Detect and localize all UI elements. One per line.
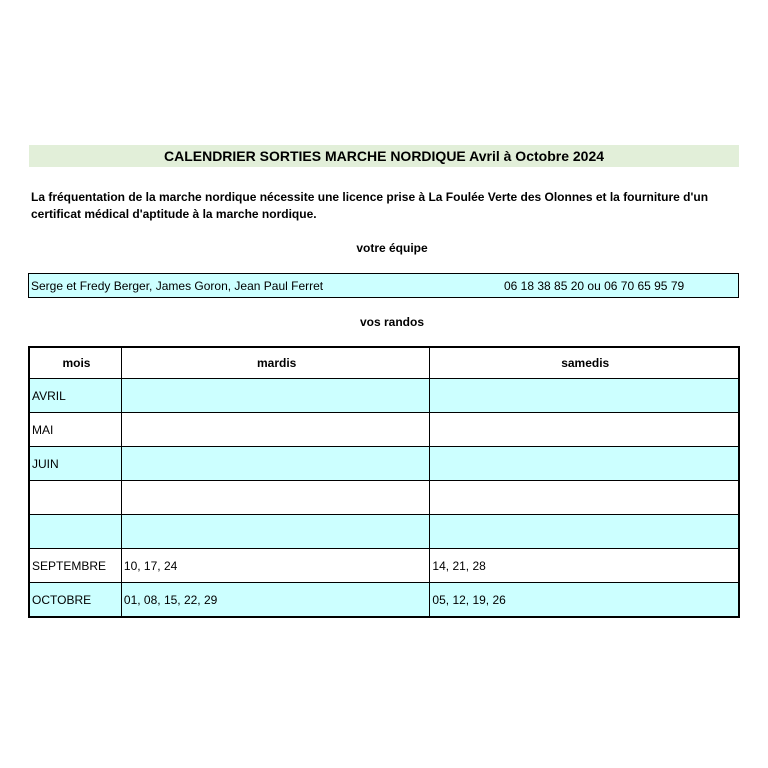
team-names: Serge et Fredy Berger, James Goron, Jean Paul Ferret [31, 279, 324, 293]
cell-samedis [430, 379, 739, 413]
cell-mardis [121, 413, 430, 447]
randos-label: vos randos [359, 315, 425, 329]
table-row [29, 379, 739, 413]
cell-mardis [121, 379, 430, 413]
team-phones: 06 18 38 85 20 ou 06 70 65 95 79 [504, 279, 685, 293]
cell-samedis [430, 515, 739, 549]
calendar-table [28, 346, 740, 618]
cell-mardis: 10, 17, 24 [121, 549, 430, 583]
cell-mois: MAI [29, 413, 121, 447]
cell-samedis: 05, 12, 19, 26 [430, 583, 739, 618]
page-title: CALENDRIER SORTIES MARCHE NORDIQUE Avril à Octobre 2024 [29, 145, 739, 167]
table-row [29, 447, 739, 481]
cell-mois: AVRIL [29, 379, 121, 413]
cell-samedis [430, 481, 739, 515]
table-row [29, 583, 739, 618]
cell-mardis: 01, 08, 15, 22, 29 [121, 583, 430, 618]
table-row [29, 515, 739, 549]
table-row [29, 481, 739, 515]
table-row [29, 549, 739, 583]
cell-mois: OCTOBRE [29, 583, 121, 618]
cell-mardis [121, 447, 430, 481]
cell-mois: JUIN [29, 447, 121, 481]
cell-mois: SEPTEMBRE [29, 549, 121, 583]
cell-mardis [121, 481, 430, 515]
table-row [29, 413, 739, 447]
header-mardis: mardis [121, 347, 430, 379]
intro-text: La fréquentation de la marche nordique nécessite une licence prise à La Foulée Verte des Olonnes et la fourniture d'un certificat médical d'aptitude à la marche nordique. [31, 190, 709, 221]
cell-mois [29, 515, 121, 549]
cell-samedis [430, 447, 739, 481]
cell-samedis [430, 413, 739, 447]
header-samedis: samedis [430, 347, 739, 379]
cell-mois [29, 481, 121, 515]
table-header-row [29, 347, 739, 379]
team-box [28, 273, 739, 298]
team-label: votre équipe [356, 241, 428, 255]
cell-samedis: 14, 21, 28 [430, 549, 739, 583]
header-mois: mois [29, 347, 121, 379]
cell-mardis [121, 515, 430, 549]
